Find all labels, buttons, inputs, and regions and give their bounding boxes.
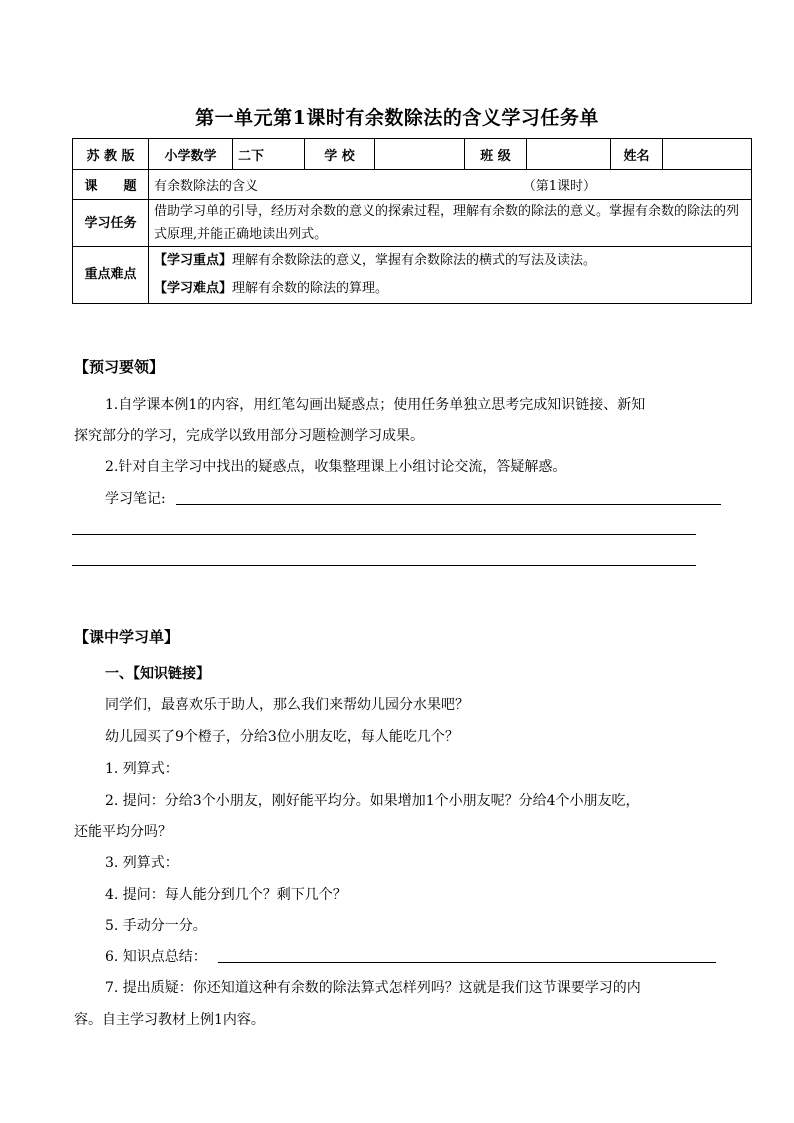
key-cell	[149, 247, 752, 304]
question-4: 4. 提问：每人能分到几个？剩下几个？	[105, 887, 347, 903]
class-field[interactable]	[527, 139, 611, 170]
name-field[interactable]	[663, 139, 752, 170]
name-label: 姓名	[611, 139, 663, 170]
key-label: 重点难点	[73, 247, 149, 304]
task-label: 学习任务	[73, 200, 149, 247]
preview-item1-line1: 1.自学课本例1的内容，用红笔勾画出疑惑点；使用任务单独立思考完成知识链接、新知	[105, 397, 646, 413]
key-point-text: 理解有余数除法的意义，掌握有余数除法的横式的写法及读法。	[232, 253, 597, 268]
question-1: 1. 列算式：	[105, 761, 179, 777]
notes-label: 学习笔记:	[105, 491, 166, 507]
grade-cell: 二下	[233, 139, 305, 170]
question-2-line1: 2. 提问：分给3个小朋友，刚好能平均分。如果增加1个小朋友呢？分给4个小朋友吃，	[105, 793, 640, 809]
knowledge-link-heading: 一、【知识链接】	[105, 666, 210, 682]
intro-1: 同学们，最喜欢乐于助人，那么我们来帮幼儿园分水果吧？	[105, 697, 469, 713]
question-5: 5. 手动分一分。	[105, 918, 207, 934]
info-table	[72, 138, 752, 304]
preview-item2: 2.针对自主学习中找出的疑惑点，收集整理课上小组讨论交流，答疑解惑。	[105, 459, 567, 475]
preview-item1-line2: 探究部分的学习，完成学以致用部分习题检测学习成果。	[74, 428, 424, 444]
notes-line-2[interactable]	[72, 534, 696, 535]
class-label: 班 级	[465, 139, 527, 170]
subject-cell: 小学数学	[149, 139, 233, 170]
publisher-cell: 苏 教 版	[73, 139, 149, 170]
intro-2: 幼儿园买了9个橙子，分给3位小朋友吃，每人能吃几个？	[105, 729, 459, 745]
school-field[interactable]	[375, 139, 465, 170]
preview-heading: 【预习要领】	[74, 358, 165, 376]
question-6: 6. 知识点总结：	[105, 949, 207, 965]
difficulty-text: 理解有余数的除法的算理。	[232, 281, 389, 296]
difficulty-tag: 【学习难点】	[154, 281, 233, 296]
topic-value: 有余数除法的含义	[154, 179, 259, 194]
task-value: 借助学习单的引导，经历对余数的意义的探索过程，理解有余数的除法的意义。掌握有余数的除法的列式原理,并能正确地读出列式。	[149, 200, 752, 247]
topic-period: （第1课时）	[522, 179, 596, 194]
question-2-line2: 还能平均分吗？	[74, 824, 172, 840]
school-label: 学 校	[305, 139, 375, 170]
topic-cell	[149, 170, 752, 200]
question-7-line2: 容。自主学习教材上例1内容。	[74, 1012, 265, 1028]
topic-label: 课 题	[73, 170, 149, 200]
notes-line-1[interactable]	[176, 504, 721, 505]
key-point-tag: 【学习重点】	[154, 253, 233, 268]
notes-line-3[interactable]	[72, 565, 696, 566]
page-title: 第一单元第1课时有余数除法的含义学习任务单	[195, 107, 599, 129]
lesson-heading: 【课中学习单】	[74, 628, 180, 646]
question-7-line1: 7. 提出质疑：你还知道这种有余数的除法算式怎样列吗？这就是我们这节课要学习的内	[105, 980, 641, 996]
summary-line[interactable]	[218, 962, 716, 963]
question-3: 3. 列算式：	[105, 855, 179, 871]
